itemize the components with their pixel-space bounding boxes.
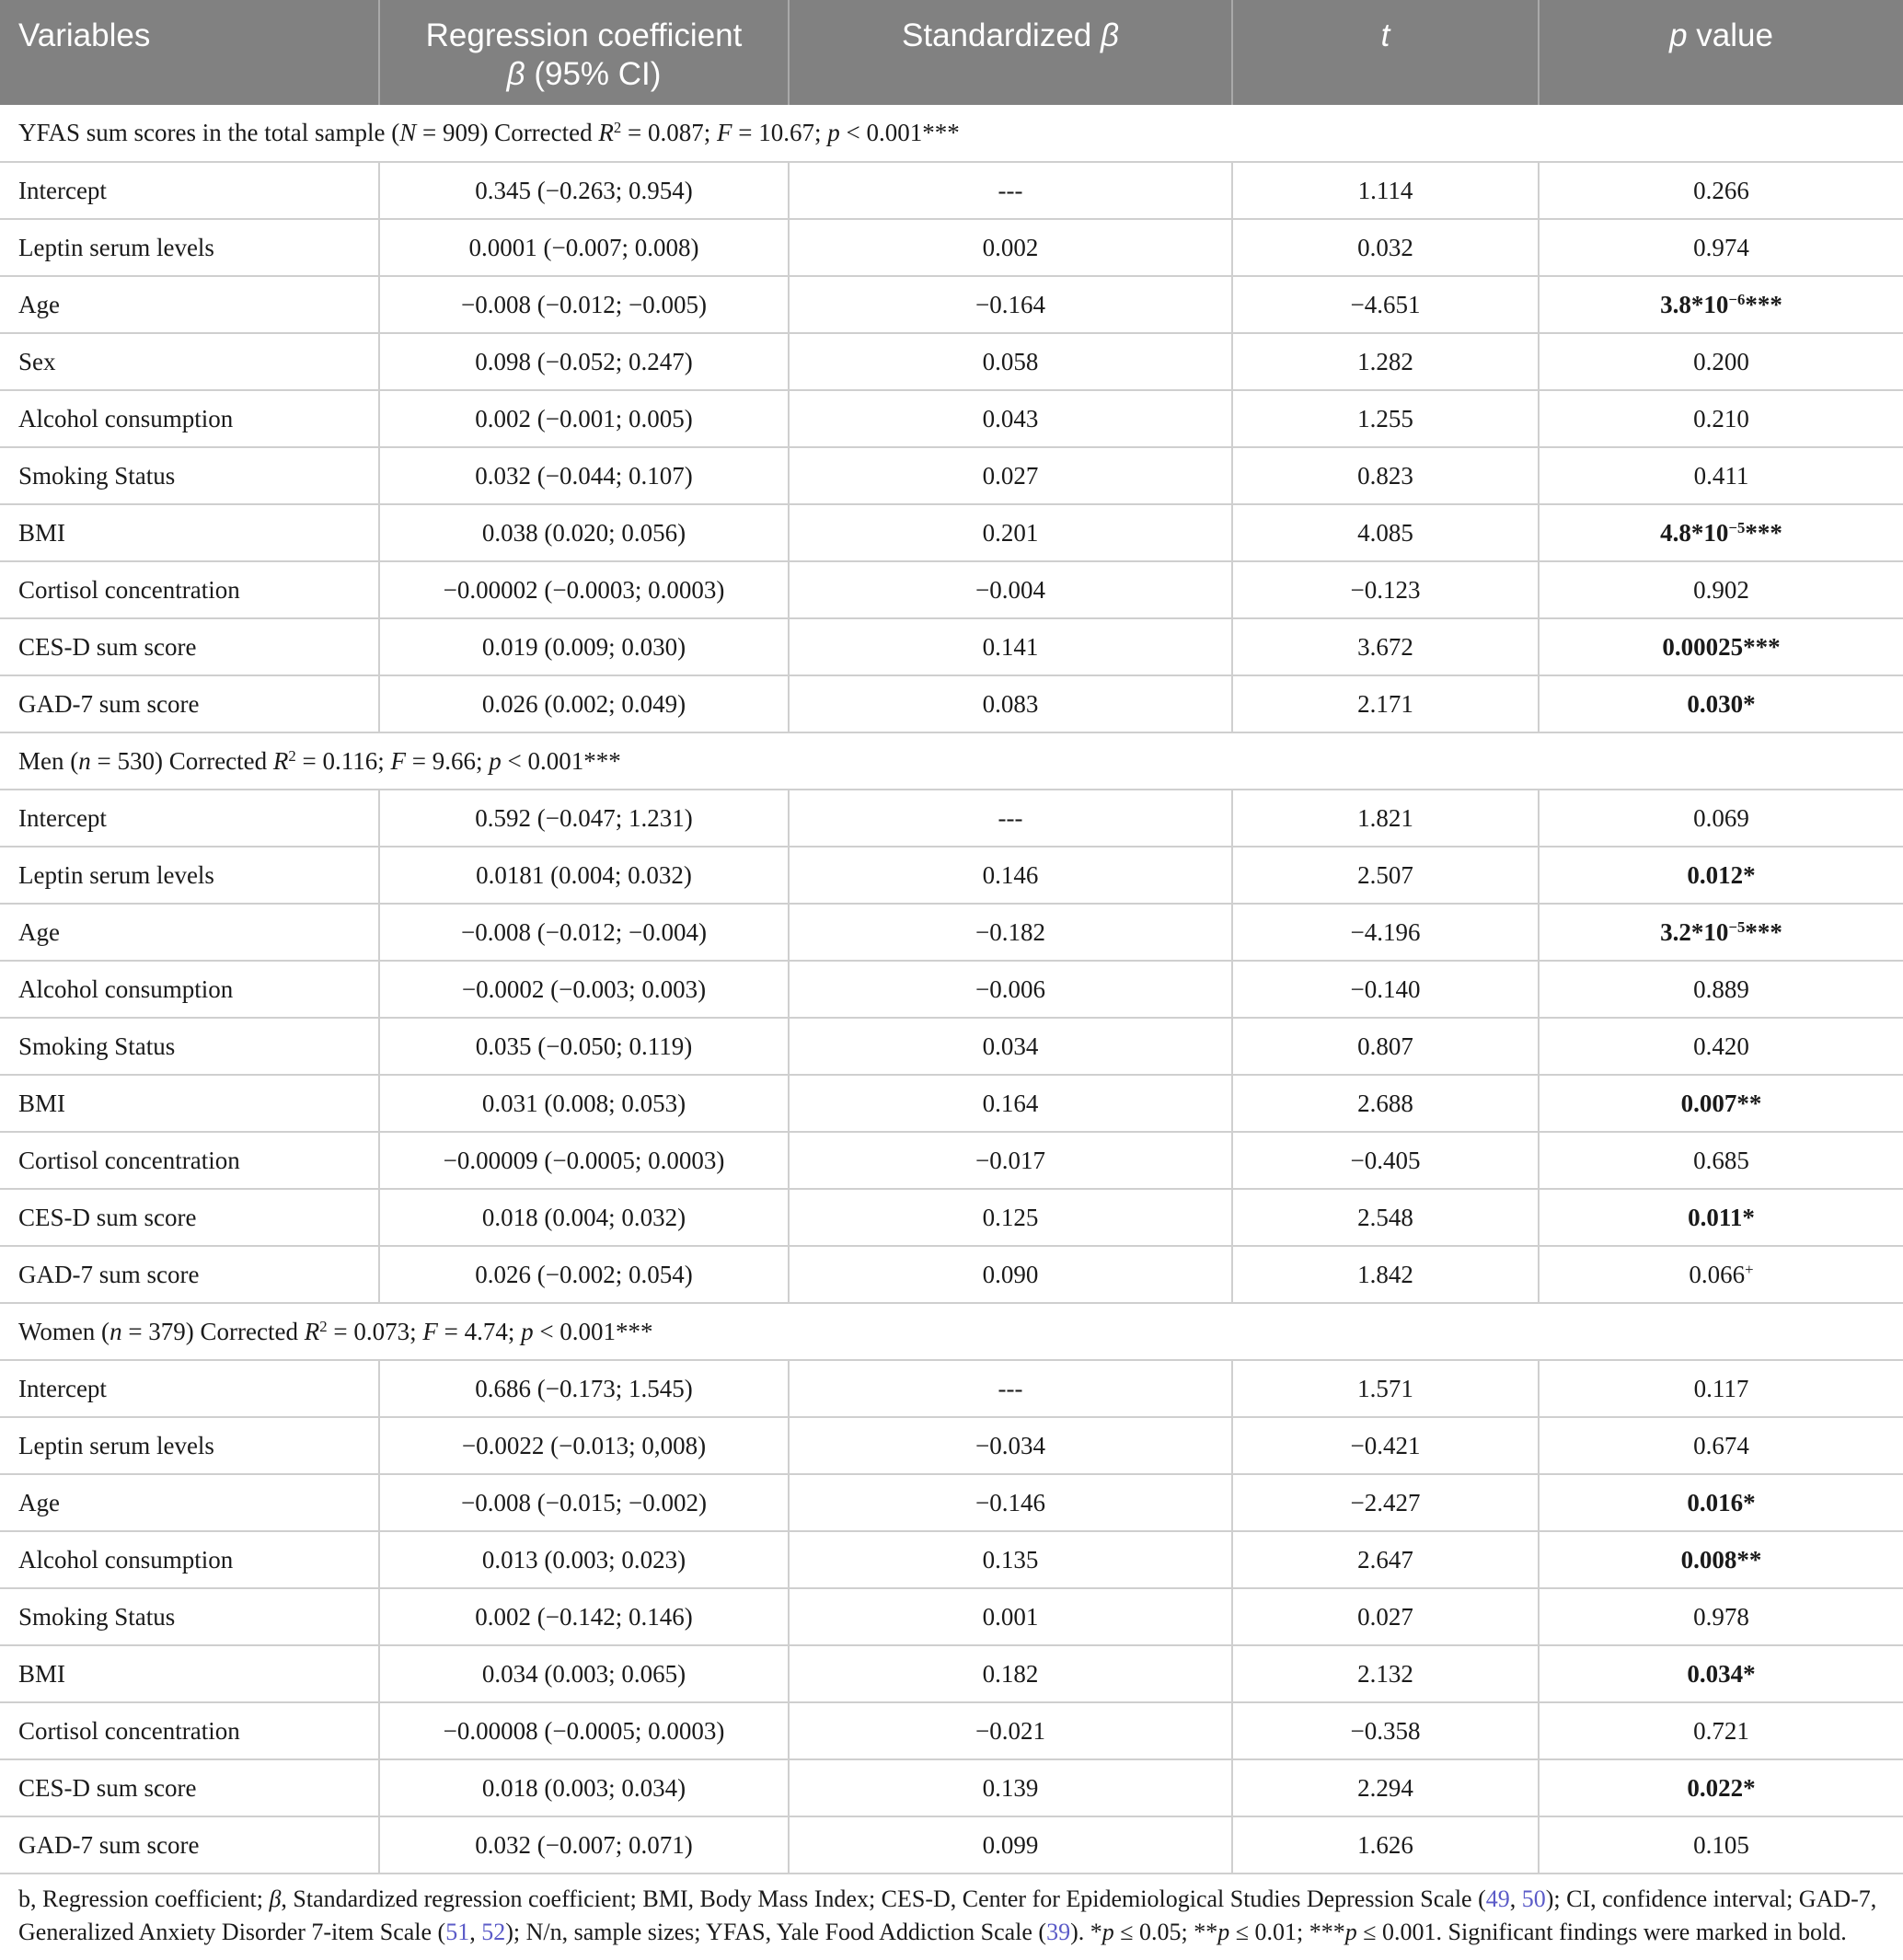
cell-variable: Alcohol consumption xyxy=(0,961,379,1018)
table-row xyxy=(0,162,1903,219)
cell-p-value: 0.266 xyxy=(1539,162,1903,219)
cell-standardized-beta: 0.141 xyxy=(789,618,1232,675)
cell-variable: Alcohol consumption xyxy=(0,390,379,447)
cell-variable: Leptin serum levels xyxy=(0,847,379,904)
cell-coefficient: 0.013 (0.003; 0.023) xyxy=(379,1531,789,1588)
table-row xyxy=(0,1075,1903,1132)
cell-coefficient: 0.034 (0.003; 0.065) xyxy=(379,1645,789,1702)
reference-link-50[interactable]: 50 xyxy=(1521,1885,1546,1912)
cell-standardized-beta: −0.004 xyxy=(789,561,1232,618)
cell-t: 2.132 xyxy=(1232,1645,1539,1702)
table-row xyxy=(0,1588,1903,1645)
table-row xyxy=(0,904,1903,961)
cell-p-value: 0.00025*** xyxy=(1539,618,1903,675)
cell-coefficient: 0.345 (−0.263; 0.954) xyxy=(379,162,789,219)
table-header xyxy=(0,0,1903,105)
cell-p-value: 0.411 xyxy=(1539,447,1903,504)
cell-p-value: 0.066+ xyxy=(1539,1246,1903,1303)
cell-coefficient: 0.0181 (0.004; 0.032) xyxy=(379,847,789,904)
table-row xyxy=(0,561,1903,618)
table-row xyxy=(0,276,1903,333)
cell-variable: Smoking Status xyxy=(0,447,379,504)
cell-variable: GAD-7 sum score xyxy=(0,675,379,732)
cell-variable: Alcohol consumption xyxy=(0,1531,379,1588)
cell-variable: GAD-7 sum score xyxy=(0,1246,379,1303)
cell-coefficient: 0.032 (−0.007; 0.071) xyxy=(379,1816,789,1874)
cell-t: 1.842 xyxy=(1232,1246,1539,1303)
table-row xyxy=(0,333,1903,390)
cell-variable: Age xyxy=(0,1474,379,1531)
table-row xyxy=(0,618,1903,675)
cell-p-value: 0.034* xyxy=(1539,1645,1903,1702)
cell-p-value: 0.069 xyxy=(1539,790,1903,847)
cell-t: 1.571 xyxy=(1232,1360,1539,1417)
cell-coefficient: −0.00002 (−0.0003; 0.0003) xyxy=(379,561,789,618)
reference-link-52[interactable]: 52 xyxy=(481,1919,506,1945)
cell-p-value: 0.011* xyxy=(1539,1189,1903,1246)
cell-t: 0.032 xyxy=(1232,219,1539,276)
cell-t: 2.548 xyxy=(1232,1189,1539,1246)
cell-standardized-beta: 0.090 xyxy=(789,1246,1232,1303)
cell-coefficient: −0.008 (−0.012; −0.005) xyxy=(379,276,789,333)
cell-t: −0.421 xyxy=(1232,1417,1539,1474)
cell-p-value: 0.974 xyxy=(1539,219,1903,276)
cell-p-value: 0.674 xyxy=(1539,1417,1903,1474)
table-row xyxy=(0,790,1903,847)
cell-t: 2.688 xyxy=(1232,1075,1539,1132)
cell-standardized-beta: 0.125 xyxy=(789,1189,1232,1246)
table-footnote: b, Regression coefficient; β, Standardized regression coefficient; BMI, Body Mass Index; CES-D, Center for Epidemiological Studies Depression Scale (49, 50); CI, confidence interval; GAD-7, Generalized Anxiety Disorder 7-item Scale (51, 52); N/n, sample sizes; YFAS, Yale Food Addiction Scale (39). *p ≤ 0.05; **p ≤ 0.01; ***p ≤ 0.001. Significant findings were marked in bold. xyxy=(18,1885,1877,1945)
cell-p-value: $3.8*10^{-6}***$ xyxy=(1539,276,1903,333)
table-row xyxy=(0,504,1903,561)
cell-variable: Smoking Status xyxy=(0,1018,379,1075)
cell-coefficient: 0.098 (−0.052; 0.247) xyxy=(379,333,789,390)
section-title: Men (n = 530) Corrected $R^2 = 0.116$; F = 9.66; p < 0.001*** xyxy=(0,732,1903,790)
cell-t: 1.626 xyxy=(1232,1816,1539,1874)
section-title: Women (n = 379) Corrected $R^2 = 0.073$; F = 4.74; p < 0.001*** xyxy=(0,1303,1903,1360)
cell-coefficient: −0.0002 (−0.003; 0.003) xyxy=(379,961,789,1018)
table-row xyxy=(0,390,1903,447)
cell-p-value: 0.420 xyxy=(1539,1018,1903,1075)
table-row xyxy=(0,1531,1903,1588)
cell-variable: Age xyxy=(0,904,379,961)
cell-coefficient: 0.026 (0.002; 0.049) xyxy=(379,675,789,732)
cell-t: 1.255 xyxy=(1232,390,1539,447)
cell-t: 1.821 xyxy=(1232,790,1539,847)
cell-variable: CES-D sum score xyxy=(0,1759,379,1816)
cell-p-value: 0.105 xyxy=(1539,1816,1903,1874)
cell-standardized-beta: 0.099 xyxy=(789,1816,1232,1874)
reference-link-51[interactable]: 51 xyxy=(445,1919,470,1945)
cell-p-value: 0.685 xyxy=(1539,1132,1903,1189)
table-row xyxy=(0,1360,1903,1417)
cell-coefficient: 0.002 (−0.142; 0.146) xyxy=(379,1588,789,1645)
cell-p-value: 0.008** xyxy=(1539,1531,1903,1588)
section-title: YFAS sum scores in the total sample (N = 909) Corrected $R^2 = 0.087$; F = 10.67; p < 0.001*** xyxy=(0,105,1903,162)
cell-t: −0.140 xyxy=(1232,961,1539,1018)
table-row xyxy=(0,1018,1903,1075)
cell-variable: Intercept xyxy=(0,162,379,219)
cell-standardized-beta: --- xyxy=(789,162,1232,219)
cell-coefficient: 0.002 (−0.001; 0.005) xyxy=(379,390,789,447)
cell-p-value: 0.902 xyxy=(1539,561,1903,618)
cell-variable: Intercept xyxy=(0,1360,379,1417)
section-header-row xyxy=(0,732,1903,790)
cell-standardized-beta: 0.043 xyxy=(789,390,1232,447)
cell-t: 1.114 xyxy=(1232,162,1539,219)
cell-standardized-beta: 0.182 xyxy=(789,1645,1232,1702)
table-row xyxy=(0,1816,1903,1874)
cell-p-value: $3.2*10^{-5}***$ xyxy=(1539,904,1903,961)
cell-t: 0.807 xyxy=(1232,1018,1539,1075)
table-row xyxy=(0,847,1903,904)
table-row xyxy=(0,1645,1903,1702)
cell-p-value: 0.012* xyxy=(1539,847,1903,904)
cell-t: 0.027 xyxy=(1232,1588,1539,1645)
header-variables: Variables xyxy=(0,0,379,105)
cell-standardized-beta: −0.182 xyxy=(789,904,1232,961)
cell-coefficient: 0.031 (0.008; 0.053) xyxy=(379,1075,789,1132)
table-row xyxy=(0,1702,1903,1759)
cell-variable: BMI xyxy=(0,504,379,561)
cell-standardized-beta: −0.006 xyxy=(789,961,1232,1018)
table-body xyxy=(0,105,1903,1874)
cell-p-value: 0.117 xyxy=(1539,1360,1903,1417)
cell-coefficient: 0.038 (0.020; 0.056) xyxy=(379,504,789,561)
cell-variable: BMI xyxy=(0,1075,379,1132)
cell-standardized-beta: 0.027 xyxy=(789,447,1232,504)
cell-t: 2.507 xyxy=(1232,847,1539,904)
cell-t: −0.358 xyxy=(1232,1702,1539,1759)
cell-p-value: 0.978 xyxy=(1539,1588,1903,1645)
cell-coefficient: 0.686 (−0.173; 1.545) xyxy=(379,1360,789,1417)
cell-t: −4.196 xyxy=(1232,904,1539,961)
header-standardized-beta: Standardized β xyxy=(789,0,1232,105)
cell-standardized-beta: 0.164 xyxy=(789,1075,1232,1132)
cell-coefficient: −0.00008 (−0.0005; 0.0003) xyxy=(379,1702,789,1759)
table-row xyxy=(0,1246,1903,1303)
cell-variable: Cortisol concentration xyxy=(0,561,379,618)
cell-p-value: 0.200 xyxy=(1539,333,1903,390)
reference-link-39[interactable]: 39 xyxy=(1046,1919,1071,1945)
cell-variable: Cortisol concentration xyxy=(0,1132,379,1189)
table-row xyxy=(0,447,1903,504)
cell-t: 2.171 xyxy=(1232,675,1539,732)
cell-coefficient: 0.018 (0.003; 0.034) xyxy=(379,1759,789,1816)
cell-coefficient: 0.026 (−0.002; 0.054) xyxy=(379,1246,789,1303)
cell-coefficient: −0.008 (−0.012; −0.004) xyxy=(379,904,789,961)
table-row xyxy=(0,1759,1903,1816)
header-regression-coefficient: Regression coefficient β (95% CI) xyxy=(379,0,789,105)
cell-standardized-beta: −0.017 xyxy=(789,1132,1232,1189)
cell-t: 2.647 xyxy=(1232,1531,1539,1588)
cell-variable: BMI xyxy=(0,1645,379,1702)
cell-coefficient: 0.032 (−0.044; 0.107) xyxy=(379,447,789,504)
cell-t: 2.294 xyxy=(1232,1759,1539,1816)
cell-standardized-beta: 0.146 xyxy=(789,847,1232,904)
cell-standardized-beta: 0.083 xyxy=(789,675,1232,732)
cell-standardized-beta: −0.164 xyxy=(789,276,1232,333)
table-row xyxy=(0,1474,1903,1531)
cell-t: −0.405 xyxy=(1232,1132,1539,1189)
cell-standardized-beta: 0.058 xyxy=(789,333,1232,390)
header-p-value: p value xyxy=(1539,0,1903,105)
cell-variable: Sex xyxy=(0,333,379,390)
cell-standardized-beta: −0.146 xyxy=(789,1474,1232,1531)
cell-coefficient: −0.0022 (−0.013; 0,008) xyxy=(379,1417,789,1474)
cell-standardized-beta: −0.021 xyxy=(789,1702,1232,1759)
table-row xyxy=(0,1132,1903,1189)
cell-variable: Leptin serum levels xyxy=(0,1417,379,1474)
cell-variable: CES-D sum score xyxy=(0,618,379,675)
cell-variable: GAD-7 sum score xyxy=(0,1816,379,1874)
cell-variable: Age xyxy=(0,276,379,333)
cell-coefficient: 0.018 (0.004; 0.032) xyxy=(379,1189,789,1246)
cell-variable: Intercept xyxy=(0,790,379,847)
cell-coefficient: −0.00009 (−0.0005; 0.0003) xyxy=(379,1132,789,1189)
table-row xyxy=(0,675,1903,732)
cell-p-value: $4.8*10^{-5}***$ xyxy=(1539,504,1903,561)
cell-p-value: 0.022* xyxy=(1539,1759,1903,1816)
cell-standardized-beta: 0.001 xyxy=(789,1588,1232,1645)
cell-standardized-beta: --- xyxy=(789,1360,1232,1417)
cell-variable: Smoking Status xyxy=(0,1588,379,1645)
cell-coefficient: −0.008 (−0.015; −0.002) xyxy=(379,1474,789,1531)
cell-t: −2.427 xyxy=(1232,1474,1539,1531)
cell-standardized-beta: 0.002 xyxy=(789,219,1232,276)
header-t: t xyxy=(1232,0,1539,105)
cell-variable: Leptin serum levels xyxy=(0,219,379,276)
reference-link-49[interactable]: 49 xyxy=(1485,1885,1510,1912)
table-row xyxy=(0,1417,1903,1474)
table-row xyxy=(0,219,1903,276)
cell-t: 4.085 xyxy=(1232,504,1539,561)
cell-coefficient: 0.019 (0.009; 0.030) xyxy=(379,618,789,675)
cell-standardized-beta: 0.135 xyxy=(789,1531,1232,1588)
cell-p-value: 0.889 xyxy=(1539,961,1903,1018)
table-row xyxy=(0,1189,1903,1246)
cell-variable: CES-D sum score xyxy=(0,1189,379,1246)
cell-t: 3.672 xyxy=(1232,618,1539,675)
cell-p-value: 0.210 xyxy=(1539,390,1903,447)
cell-standardized-beta: --- xyxy=(789,790,1232,847)
cell-p-value: 0.721 xyxy=(1539,1702,1903,1759)
cell-p-value: 0.016* xyxy=(1539,1474,1903,1531)
cell-standardized-beta: 0.201 xyxy=(789,504,1232,561)
cell-variable: Cortisol concentration xyxy=(0,1702,379,1759)
cell-t: −0.123 xyxy=(1232,561,1539,618)
cell-standardized-beta: 0.034 xyxy=(789,1018,1232,1075)
cell-p-value: 0.030* xyxy=(1539,675,1903,732)
cell-standardized-beta: 0.139 xyxy=(789,1759,1232,1816)
section-header-row xyxy=(0,1303,1903,1360)
cell-coefficient: 0.0001 (−0.007; 0.008) xyxy=(379,219,789,276)
section-header-row xyxy=(0,105,1903,162)
cell-t: 0.823 xyxy=(1232,447,1539,504)
cell-t: 1.282 xyxy=(1232,333,1539,390)
cell-coefficient: 0.035 (−0.050; 0.119) xyxy=(379,1018,789,1075)
cell-coefficient: 0.592 (−0.047; 1.231) xyxy=(379,790,789,847)
table-row xyxy=(0,961,1903,1018)
cell-t: −4.651 xyxy=(1232,276,1539,333)
cell-p-value: 0.007** xyxy=(1539,1075,1903,1132)
cell-standardized-beta: −0.034 xyxy=(789,1417,1232,1474)
